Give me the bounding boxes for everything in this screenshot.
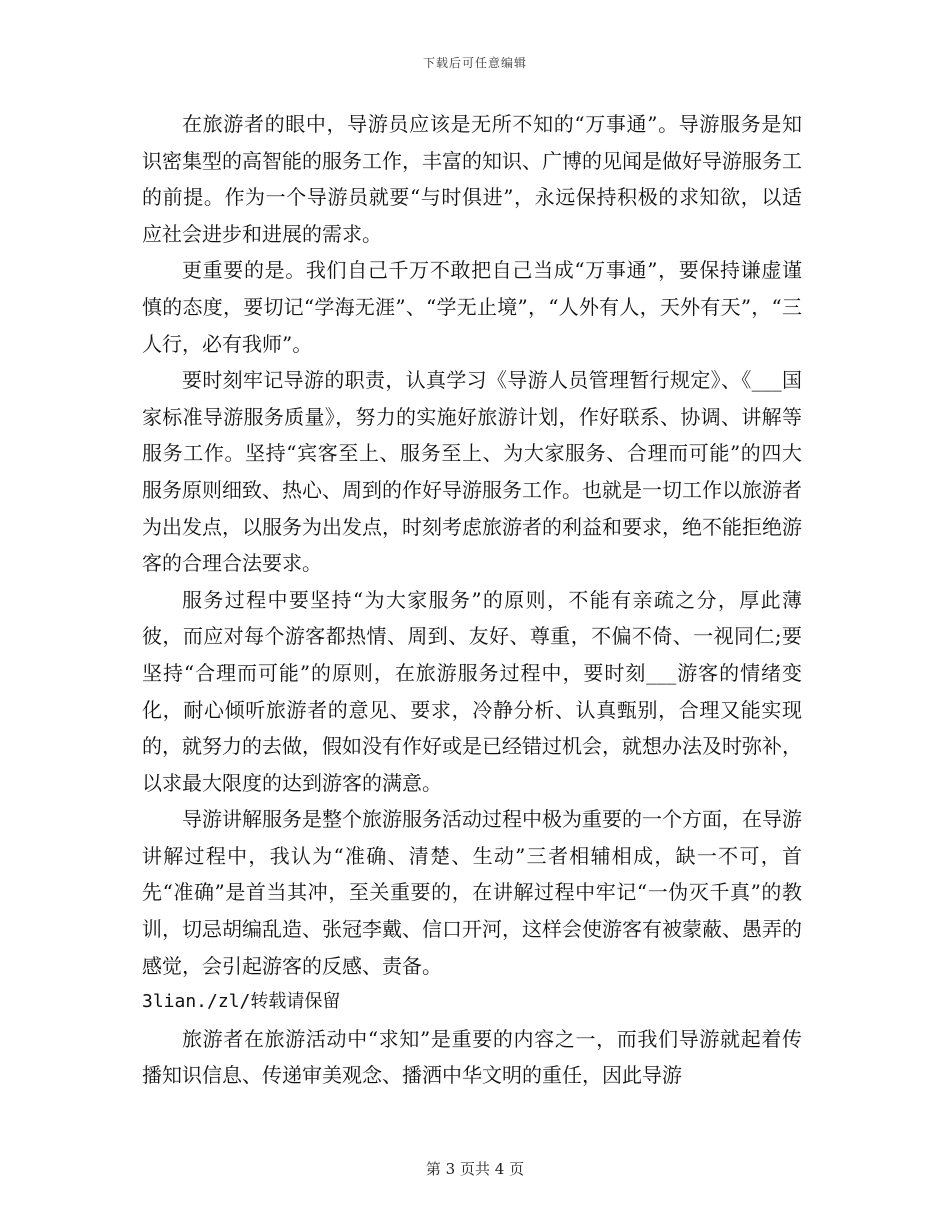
body-text: [142, 106, 802, 1094]
source-line: 3lian./zl/转载请保留: [142, 991, 341, 1013]
paragraph-6: 旅游者在旅游活动中“求知”是重要的内容之一，而我们导游就起着传播知识信息、传递审美观念、播洒中华文明的重任，因此导游: [142, 1026, 802, 1088]
paragraph-3: 要时刻牢记导游的职责，认真学习《导游人员管理暂行规定》、《___国家标准导游服务质量》，努力的实施好旅游计划，作好联系、协调、讲解等服务工作。坚持“宾客至上、服务至上、为大家服务、合理而可能”的四大服务原则细致、热心、周到的作好导游服务工作。也就是一切工作以旅游者为出发点，以服务为出发点，时刻考虑旅游者的利益和要求，绝不能拒绝游客的合理合法要求。: [142, 368, 802, 576]
header-note: 下载后可任意编辑: [422, 56, 527, 70]
paragraph-2: 更重要的是。我们自己千万不敢把自己当成“万事通”，要保持谦虚谨慎的态度，要切记“学海无涯”、“学无止境”，“人外有人，天外有天”，“三人行，必有我师”。: [142, 258, 802, 356]
page-number: 第 3 页共 4 页: [425, 1160, 525, 1178]
paragraph-4: 服务过程中要坚持“为大家服务”的原则，不能有亲疏之分，厚此薄彼，而应对每个游客都热情、周到、友好、尊重，不偏不倚、一视同仁;要坚持“合理而可能”的原则，在旅游服务过程中，要时刻___游客的情绪变化，耐心倾听旅游者的意见、要求，冷静分析、认真甄别，合理又能实现的，就努力的去做，假如没有作好或是已经错过机会，就想办法及时弥补，以求最大限度的达到游客的满意。: [142, 587, 802, 795]
paragraph-1: 在旅游者的眼中，导游员应该是无所不知的“万事通”。导游服务是知识密集型的高智能的服务工作，丰富的知识、广博的见闻是做好导游服务工的前提。作为一个导游员就要“与时俱进”，永远保持积极的求知欲，以适应社会进步和进展的需求。: [142, 112, 802, 246]
paragraph-5: 导游讲解服务是整个旅游服务活动过程中极为重要的一个方面，在导游讲解过程中，我认为“准确、清楚、生动”三者相辅相成，缺一不可，首先“准确”是首当其冲，至关重要的，在讲解过程中牢记“一伪灭千真”的教训，切忌胡编乱造、张冠李戴、信口开河，这样会使游客有被蒙蔽、愚弄的感觉，会引起游客的反感、责备。: [142, 807, 802, 978]
